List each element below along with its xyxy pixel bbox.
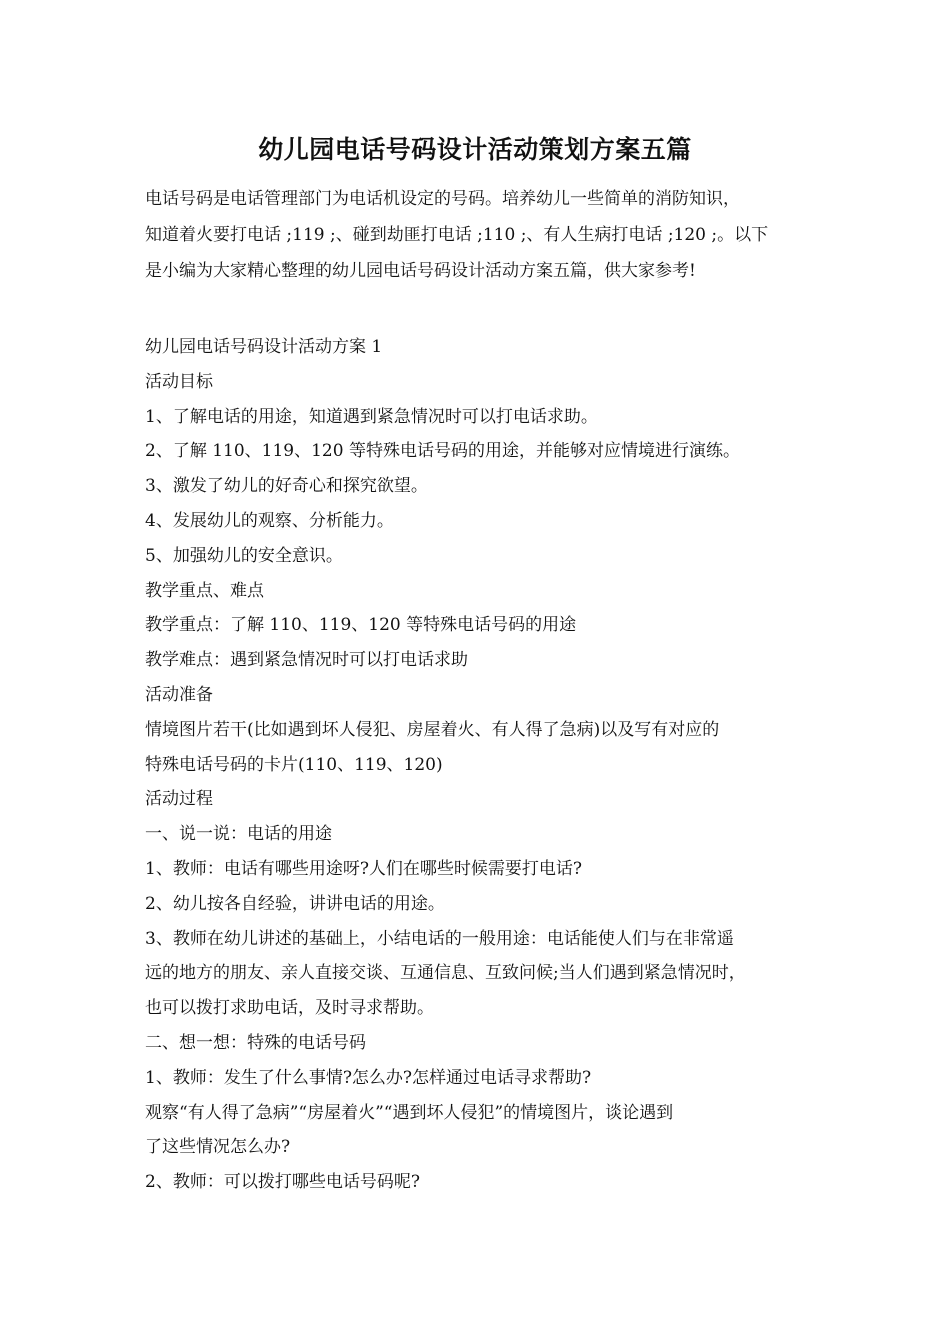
section-heading: 幼儿园电话号码设计活动方案 1 xyxy=(145,337,383,357)
body-line: 特殊电话号码的卡片(110、119、120) xyxy=(145,754,443,775)
body-line: 2、幼儿按各自经验，讲讲电话的用途。 xyxy=(145,893,445,914)
body-line: 教学重点：了解 110、119、120 等特殊电话号码的用途 xyxy=(145,615,577,636)
body-line: 1、教师：发生了什么事情?怎么办?怎样通过电话寻求帮助? xyxy=(145,1067,592,1088)
body-line: 了这些情况怎么办? xyxy=(145,1137,291,1158)
body-line: 1、教师：电话有哪些用途呀?人们在哪些时候需要打电话? xyxy=(145,858,583,879)
body-line: 3、激发了幼儿的好奇心和探究欲望。 xyxy=(145,476,428,497)
intro-paragraph xyxy=(145,181,835,289)
document-body xyxy=(145,330,835,1200)
intro-line: 知道着火要打电话 ;119 ;、碰到劫匪打电话 ;110 ;、有人生病打电话 ;120 ;。以下 xyxy=(145,225,769,245)
body-line: 4、发展幼儿的观察、分析能力。 xyxy=(145,510,394,531)
body-line: 2、教师：可以拨打哪些电话号码呢? xyxy=(145,1172,420,1193)
intro-line: 电话号码是电话管理部门为电话机设定的号码。培养幼儿一些简单的消防知识， xyxy=(145,189,740,209)
body-line: 教学难点：遇到紧急情况时可以打电话求助 xyxy=(145,650,468,671)
body-line: 情境图片若干(比如遇到坏人侵犯、房屋着火、有人得了急病)以及写有对应的 xyxy=(145,719,720,740)
subheading: 活动过程 xyxy=(145,789,213,810)
document-title: 幼儿园电话号码设计活动策划方案五篇 xyxy=(258,135,692,164)
body-line: 也可以拨打求助电话，及时寻求帮助。 xyxy=(145,998,434,1019)
body-line: 2、了解 110、119、120 等特殊电话号码的用途，并能够对应情境进行演练。 xyxy=(145,441,740,462)
body-line: 一、说一说：电话的用途 xyxy=(145,824,332,845)
body-line: 5、加强幼儿的安全意识。 xyxy=(145,545,343,566)
body-line: 1、了解电话的用途，知道遇到紧急情况时可以打电话求助。 xyxy=(145,406,598,427)
subheading: 活动目标 xyxy=(145,371,213,392)
body-line: 二、想一想：特殊的电话号码 xyxy=(145,1032,366,1053)
body-line: 3、教师在幼儿讲述的基础上，小结电话的一般用途：电话能使人们与在非常遥 xyxy=(145,928,734,949)
body-line: 观察“有人得了急病”“房屋着火”“遇到坏人侵犯”的情境图片，谈论遇到 xyxy=(145,1102,674,1123)
intro-line: 是小编为大家精心整理的幼儿园电话号码设计活动方案五篇，供大家参考! xyxy=(145,261,696,281)
subheading: 活动准备 xyxy=(145,684,213,705)
subheading: 教学重点、难点 xyxy=(145,580,264,601)
body-line: 远的地方的朋友、亲人直接交谈、互通信息、互致问候;当人们遇到紧急情况时， xyxy=(145,963,746,984)
